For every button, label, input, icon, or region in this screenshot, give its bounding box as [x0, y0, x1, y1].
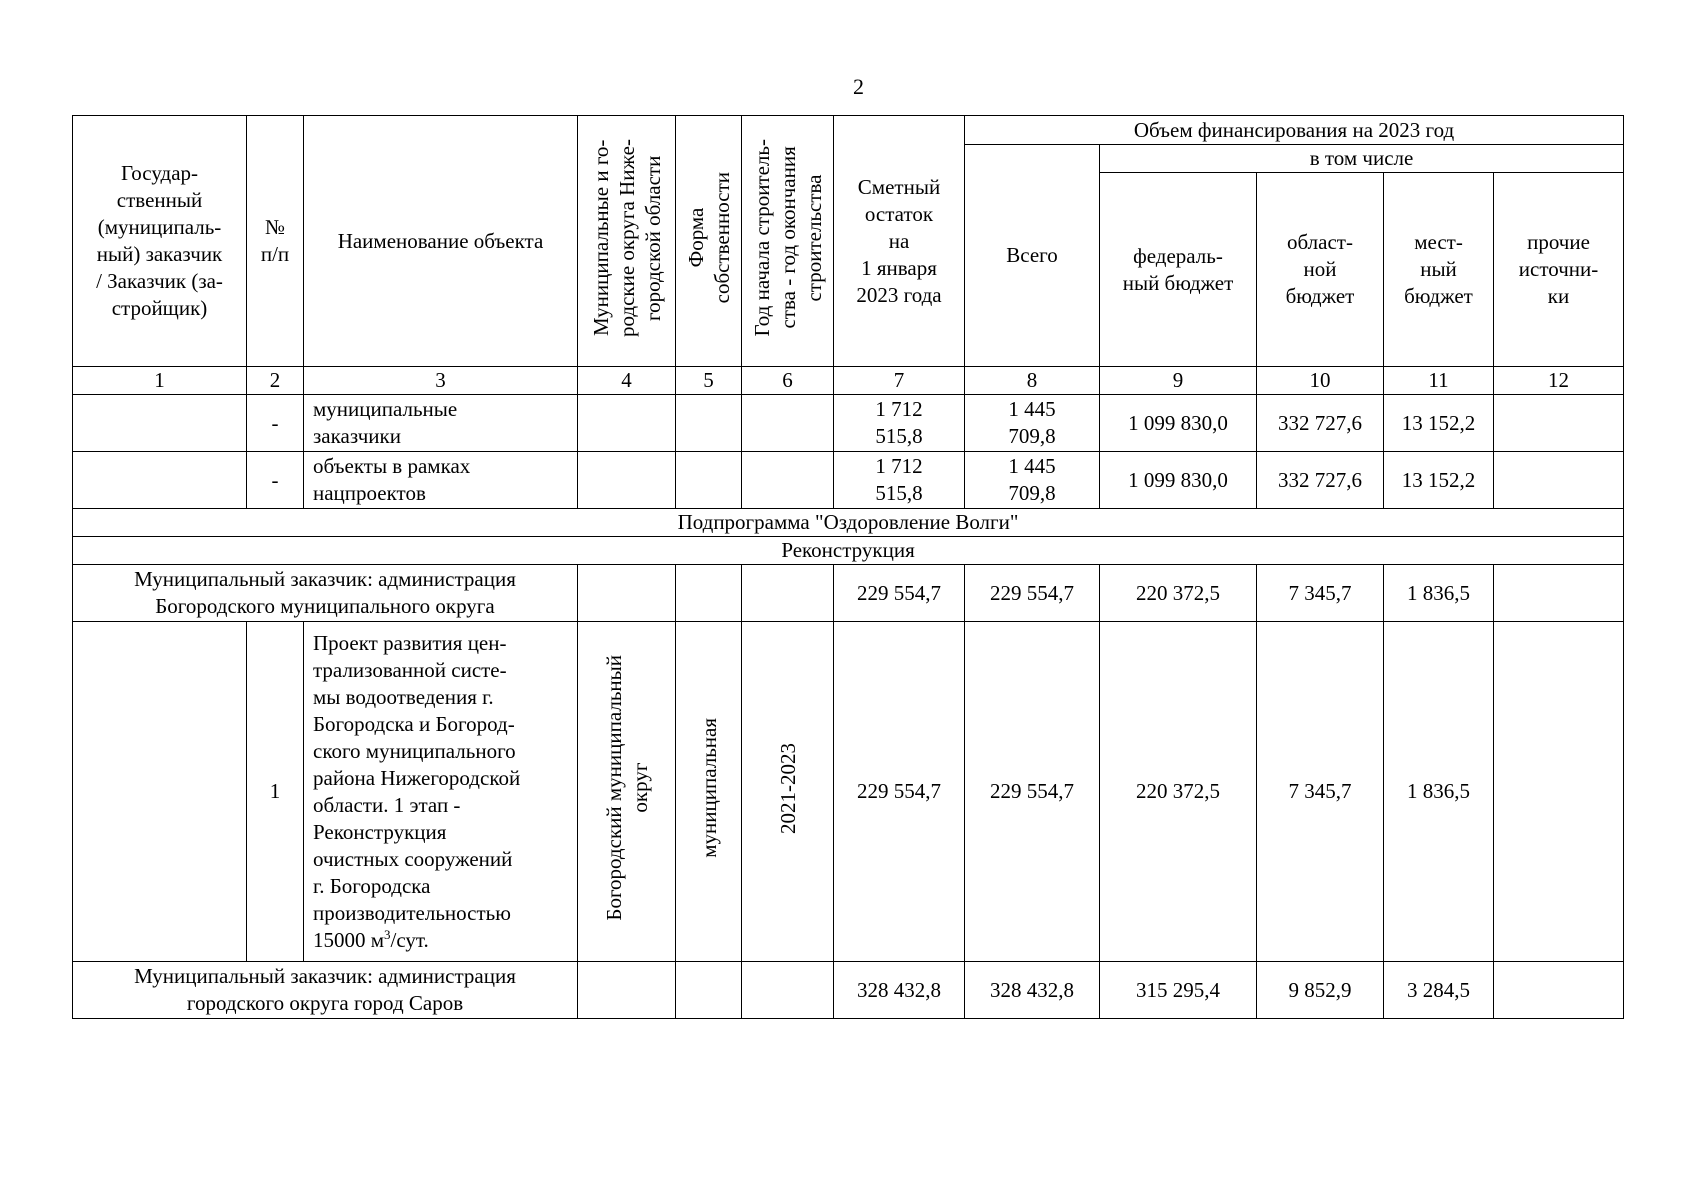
header-regional: област- ной бюджет: [1257, 173, 1384, 367]
project-years: 2021-2023: [775, 742, 800, 834]
row-number: 1: [247, 622, 304, 962]
header-other: прочие источни- ки: [1494, 173, 1624, 367]
column-number: 8: [965, 367, 1100, 395]
row-federal: 1 099 830,0: [1100, 452, 1257, 509]
customer-row: [73, 565, 1624, 622]
header-federal: федераль- ный бюджет: [1100, 173, 1257, 367]
project-ownership: муниципальная: [696, 718, 721, 858]
row-number: -: [247, 395, 304, 452]
row-regional: 9 852,9: [1257, 962, 1384, 1019]
column-number: 7: [834, 367, 965, 395]
row-total: 1 445 709,8: [965, 452, 1100, 509]
header-ownership: Форма собственности: [683, 171, 734, 304]
column-number: 10: [1257, 367, 1384, 395]
row-number: -: [247, 452, 304, 509]
customer-row: [73, 962, 1624, 1019]
project-name: [304, 622, 578, 962]
row-total: 229 554,7: [965, 622, 1100, 962]
subprogram-title: Подпрограмма "Оздоровление Волги": [73, 509, 1624, 537]
page-number: 2: [853, 74, 864, 99]
row-total: 1 445 709,8: [965, 395, 1100, 452]
row-local: 13 152,2: [1384, 452, 1494, 509]
superscript: 3: [384, 926, 391, 942]
column-number: 4: [578, 367, 676, 395]
header-number: № п/п: [247, 116, 304, 367]
column-number: 3: [304, 367, 578, 395]
column-number: 11: [1384, 367, 1494, 395]
row-object-name: объекты в рамках нацпроектов: [304, 452, 578, 509]
row-total: 229 554,7: [965, 565, 1100, 622]
header-funding-group: Объем финансирования на 2023 год: [965, 116, 1624, 145]
row-regional: 7 345,7: [1257, 622, 1384, 962]
table-row: [73, 395, 1624, 452]
header-years: Год начала строитель- ства - год окончания строительства: [749, 138, 826, 337]
column-number: 5: [676, 367, 742, 395]
row-federal: 220 372,5: [1100, 622, 1257, 962]
funding-table: [72, 115, 1624, 1019]
column-numbers-row: [73, 367, 1624, 395]
row-estimated-balance: 1 712 515,8: [834, 395, 965, 452]
column-number: 12: [1494, 367, 1624, 395]
column-number: 6: [742, 367, 834, 395]
project-name-tail: /сут.: [390, 927, 429, 952]
row-federal: 220 372,5: [1100, 565, 1257, 622]
row-regional: 332 727,6: [1257, 395, 1384, 452]
row-local: 1 836,5: [1384, 565, 1494, 622]
project-district: Богородский муниципальный округ: [601, 655, 652, 921]
header-customer: Государ- ственный (муниципаль- ный) заказчик / Заказчик (за- стройщик): [73, 116, 247, 367]
header-including: в том числе: [1100, 145, 1624, 173]
customer-name: Муниципальный заказчик: администрация Богородского муниципального округа: [73, 565, 578, 622]
section-title: Реконструкция: [73, 537, 1624, 565]
header-object-name: Наименование объекта: [304, 116, 578, 367]
row-federal: 315 295,4: [1100, 962, 1257, 1019]
row-object-name: муниципальные заказчики: [304, 395, 578, 452]
row-federal: 1 099 830,0: [1100, 395, 1257, 452]
row-estimated-balance: 1 712 515,8: [834, 452, 965, 509]
row-regional: 332 727,6: [1257, 452, 1384, 509]
header-total: Всего: [965, 145, 1100, 367]
table-row: [73, 452, 1624, 509]
project-row: [73, 622, 1624, 962]
header-district: Муниципальные и го- родские округа Ниже- городской области: [588, 138, 665, 337]
row-local: 3 284,5: [1384, 962, 1494, 1019]
row-estimated-balance: 328 432,8: [834, 962, 965, 1019]
row-total: 328 432,8: [965, 962, 1100, 1019]
project-name-text: Проект развития цен- трализованной систе- мы водоотведения г. Богородска и Богород- ского муниципального района Нижегородской области. 1 этап - Реконструкция очистных сооружений г. Богородска производительностью 15000 м: [313, 630, 521, 952]
header-local: мест- ный бюджет: [1384, 173, 1494, 367]
row-regional: 7 345,7: [1257, 565, 1384, 622]
header-estimated-balance: Сметный остаток на 1 января 2023 года: [834, 116, 965, 367]
row-estimated-balance: 229 554,7: [834, 622, 965, 962]
row-local: 13 152,2: [1384, 395, 1494, 452]
column-number: 1: [73, 367, 247, 395]
column-number: 2: [247, 367, 304, 395]
customer-name: Муниципальный заказчик: администрация городского округа город Саров: [73, 962, 578, 1019]
row-estimated-balance: 229 554,7: [834, 565, 965, 622]
row-local: 1 836,5: [1384, 622, 1494, 962]
column-number: 9: [1100, 367, 1257, 395]
